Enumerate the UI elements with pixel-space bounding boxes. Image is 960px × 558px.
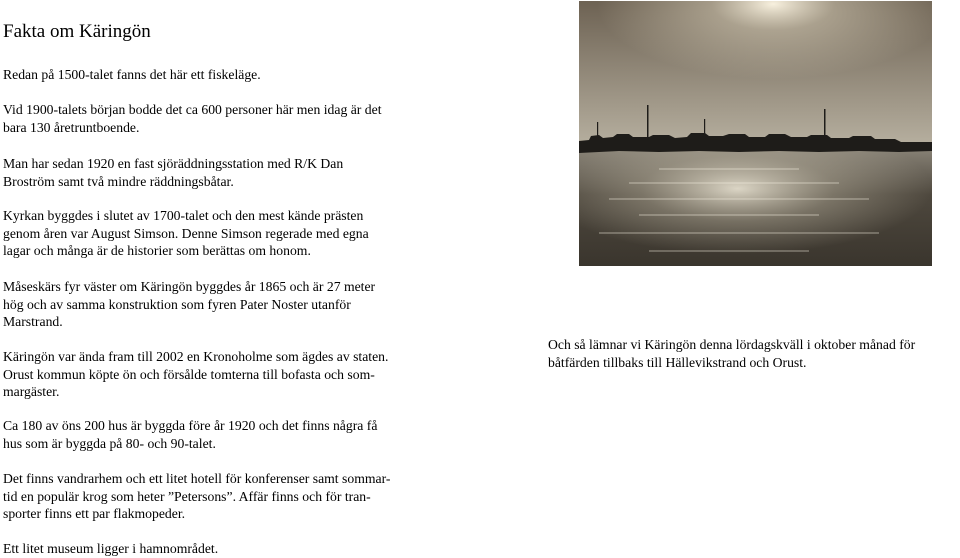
mast-2 <box>824 109 826 136</box>
page-title: Fakta om Käringön <box>3 21 151 42</box>
mast-1 <box>647 105 649 137</box>
paragraph-rescue-station: Man har sedan 1920 en fast sjöräddningsstation med R/K Dan Broström samt två mindre räddningsbåtar. <box>3 156 344 189</box>
mast-4 <box>704 119 705 134</box>
water-glare <box>579 147 932 266</box>
mast-3 <box>597 122 598 136</box>
closing-paragraph: Och så lämnar vi Käringön denna lördagskväll i oktober månad för båtfärden tillbaks till Hällevikstrand och Orust. <box>548 337 916 370</box>
paragraph-fishing-village: Redan på 1500-talet fanns det här ett fiskeläge. <box>3 67 261 82</box>
paragraph-houses: Ca 180 av öns 200 hus är byggda före år 1920 och det finns några få hus som är byggda på 80- och 90-talet. <box>3 418 378 451</box>
paragraph-museum: Ett litet museum ligger i hamnområdet. <box>3 541 219 556</box>
paragraph-lighthouse: Måseskärs fyr väster om Käringön byggdes år 1865 och är 27 meter hög och av samma konstruktion som fyren Pater Noster utanför Marstrand. <box>3 279 376 329</box>
paragraph-population: Vid 1900-talets början bodde det ca 600 personer här men idag är det bara 130 åretruntboende. <box>3 102 382 135</box>
paragraph-crown-island: Käringön var ända fram till 2002 en Kronoholme som ägdes av staten. Orust kommun köpte ön och försålde tomterna till bofasta och som- margäster. <box>3 349 389 399</box>
sun-glow <box>579 1 932 151</box>
paragraph-accommodation: Det finns vandrarhem och ett litet hotell för konferenser samt sommar- tid en populär krog som heter ”Petersons”. Affär finns och för tran- sporter finns ett par flakmopeder. <box>3 471 391 521</box>
paragraph-church: Kyrkan byggdes i slutet av 1700-talet och den mest kände prästen genom åren var August Simson. Denne Simson regerade med egna lagar och många är de historier som berättas om honom. <box>3 208 369 258</box>
harbor-sunset-photo <box>579 1 932 266</box>
